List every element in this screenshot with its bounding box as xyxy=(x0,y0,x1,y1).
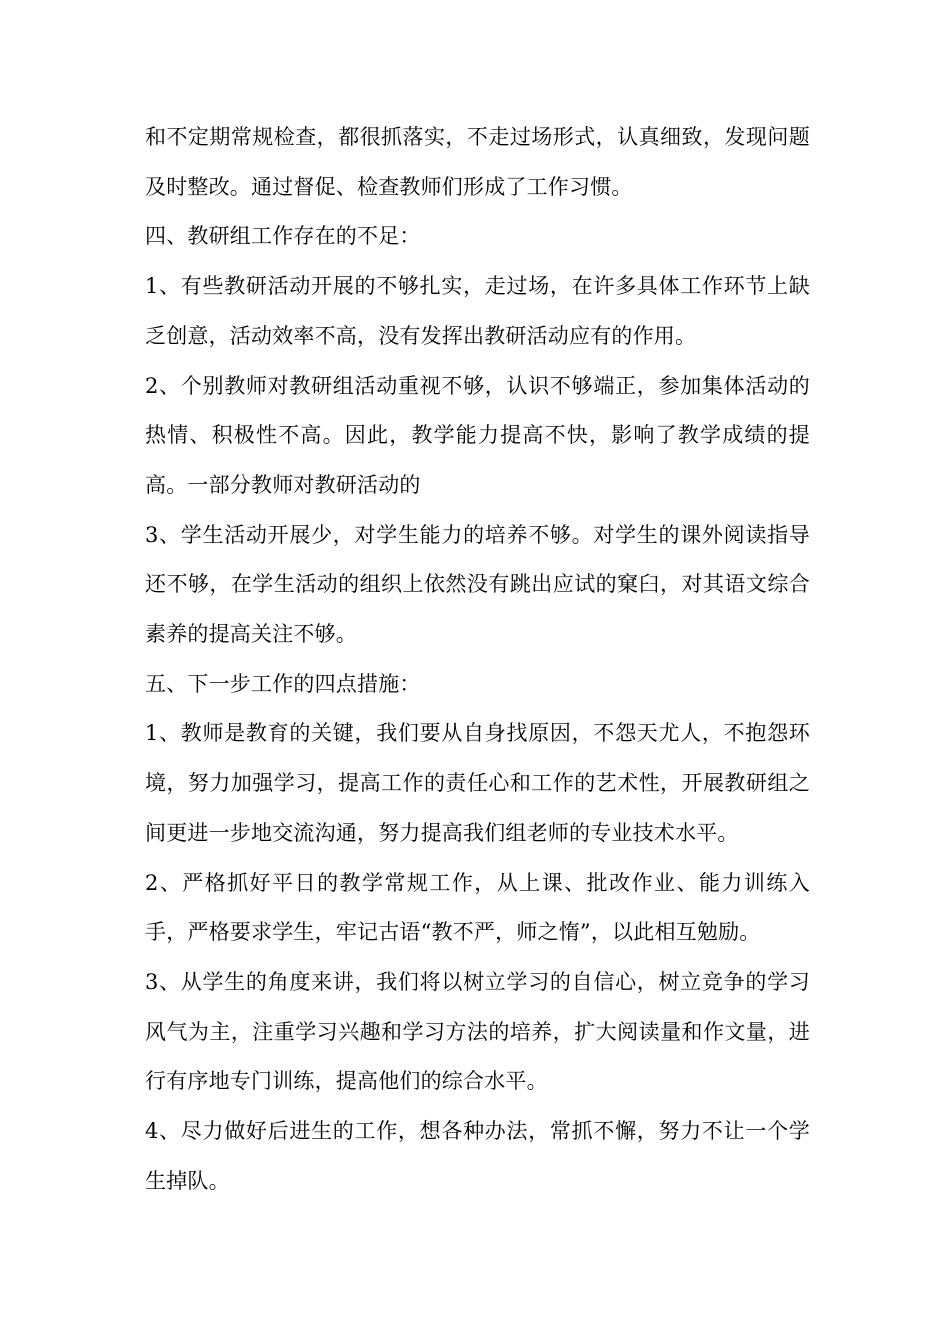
paragraph-shortcoming-3: 3、学生活动开展少，对学生能力的培养不够。对学生的课外阅读指导还不够，在学生活动的组织上依然没有跳出应试的窠臼，对其语文综合素养的提高关注不够。 xyxy=(145,522,810,647)
paragraph-measure-2: 2、严格抓好平日的教学常规工作，从上课、批改作业、能力训练入手，严格要求学生，牢记古语“教不严，师之惰”，以此相互勉励。 xyxy=(145,870,810,945)
document-page xyxy=(145,113,810,1206)
heading-section-five-measures: 五、下一步工作的四点措施： xyxy=(145,671,421,696)
paragraph-measure-1: 1、教师是教育的关键，我们要从自身找原因，不怨天尤人，不抱怨环境，努力加强学习，提高工作的责任心和工作的艺术性，开展教研组之间更进一步地交流沟通，努力提高我们组老师的专业技术水平。 xyxy=(145,721,810,845)
paragraph-measure-4: 4、尽力做好后进生的工作，想各种办法，常抓不懈，努力不让一个学生掉队。 xyxy=(145,1119,810,1193)
paragraph-shortcoming-1: 1、有些教研活动开展的不够扎实，走过场，在许多具体工作环节上缺乏创意，活动效率不高，没有发挥出教研活动应有的作用。 xyxy=(145,274,810,348)
paragraph-shortcoming-2: 2、个别教师对教研组活动重视不够，认识不够端正，参加集体活动的热情、积极性不高。因此，教学能力提高不快，影响了教学成绩的提高。一部分教师对教研活动的 xyxy=(145,373,810,497)
heading-section-four-shortcomings: 四、教研组工作存在的不足： xyxy=(145,224,421,249)
paragraph-continuation-inspection: 和不定期常规检查，都很抓落实，不走过场形式，认真细致，发现问题及时整改。通过督促、检查教师们形成了工作习惯。 xyxy=(145,125,810,199)
paragraph-measure-3: 3、从学生的角度来讲，我们将以树立学习的自信心，树立竞争的学习风气为主，注重学习兴趣和学习方法的培养，扩大阅读量和作文量，进行有序地专门训练，提高他们的综合水平。 xyxy=(145,969,810,1094)
